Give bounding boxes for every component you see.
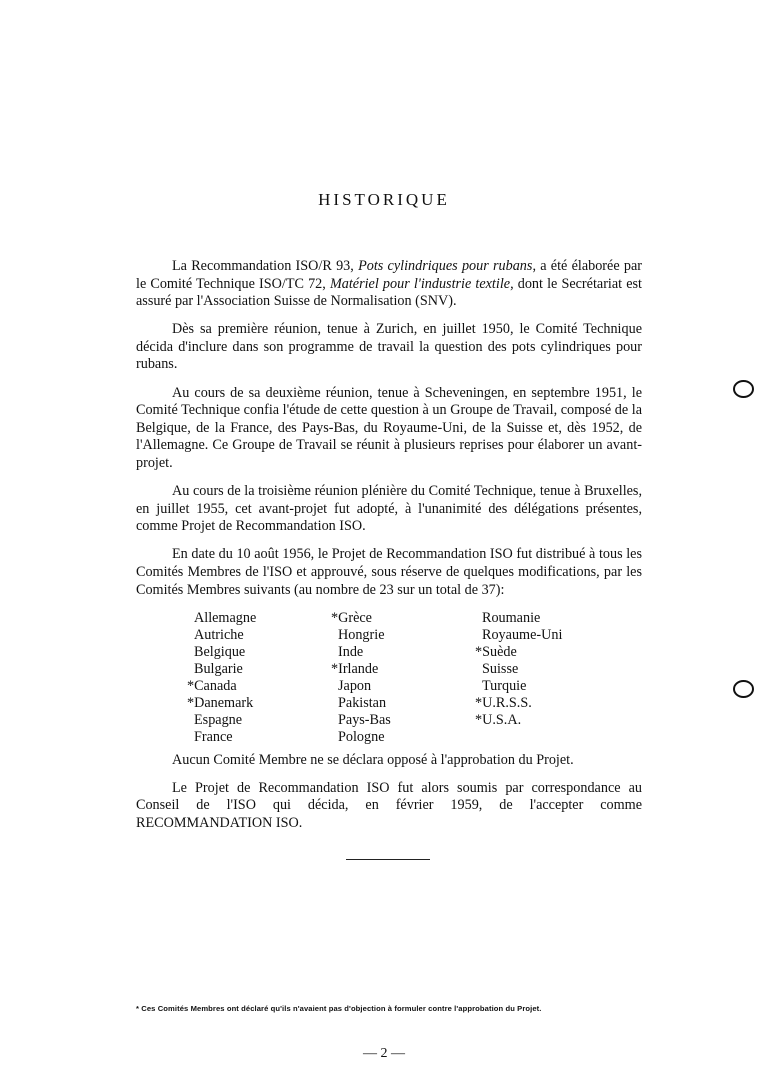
page-title: HISTORIQUE (318, 190, 450, 209)
paragraph-1-italic-committee: Matériel pour l'industrie textile (329, 275, 511, 292)
country-item: Japon (338, 677, 372, 694)
country-item: Autriche (194, 626, 244, 643)
countries-column-1 (187, 609, 338, 746)
country-item: Turquie (482, 677, 527, 694)
country-item: Pologne (338, 728, 385, 745)
punch-hole-circle-icon (733, 380, 754, 398)
paragraph-4: Au cours de la troisième réunion plénière du Comité Technique, tenue à Bruxelles, en juillet 1955, cet avant-projet fut adopté, à l'unanimité des délégations présentes, comme Projet de Recommandation ISO. (136, 483, 642, 535)
country-item: Pakistan (338, 694, 387, 711)
country-item: Allemagne (194, 609, 257, 626)
country-item: Hongrie (338, 626, 385, 643)
country-item: *Danemark (187, 694, 254, 711)
paragraph-1-text-c: , a été élaborée par le Comité Technique ISO/TC 72, (136, 258, 643, 292)
paragraph-1-text-a: La Recommandation ISO/R 93, (172, 258, 359, 274)
paragraph-6: Aucun Comité Membre ne se déclara opposé à l'approbation du Projet. (172, 751, 574, 768)
paragraph-1 (136, 258, 642, 311)
country-item: Royaume-Uni (482, 626, 563, 643)
country-item: Belgique (194, 643, 246, 660)
country-item: *Canada (187, 677, 237, 694)
paragraph-1-text-e: , dont le Secrétariat est assuré par l'Association Suisse de Normalisation (SNV). (136, 275, 642, 310)
paragraph-7: Le Projet de Recommandation ISO fut alors soumis par correspondance au Conseil de l'ISO qui décida, en février 1959, de l'accepter comme RECOMMANDATION ISO. (136, 779, 642, 831)
country-item: Roumanie (482, 609, 541, 626)
footnote: * Ces Comités Membres ont déclaré qu'ils n'avaient pas d'objection à formuler contre l'approbation du Projet. (136, 1004, 542, 1013)
section-divider (346, 859, 430, 860)
paragraph-3: Au cours de sa deuxième réunion, tenue à Scheveningen, en septembre 1951, le Comité Technique confia l'étude de cette question à un Groupe de Travail, composé de la Belgique, de la France, des Pays-Bas, du Royaume-Uni, de la Suisse et, dès 1952, de l'Allemagne. Ce Groupe de Travail se réunit à plusieurs reprises pour élaborer un avant-projet. (136, 384, 642, 471)
paragraph-1-italic-title: Pots cylindriques pour rubans (358, 258, 533, 274)
punch-hole-circle-icon (733, 680, 754, 698)
country-item: *U.S.A. (475, 711, 522, 728)
country-item: France (194, 728, 233, 745)
paragraph-5: En date du 10 août 1956, le Projet de Recommandation ISO fut distribué à tous les Comités Membres de l'ISO et approuvé, sous réserve de quelques modifications, par les Comités Membres suivants (au nombre de 23 sur un total de 37): (136, 546, 642, 598)
country-item: *Suède (475, 643, 517, 660)
country-item: *Grèce (331, 609, 372, 626)
country-item: Inde (338, 643, 364, 660)
country-item: *U.R.S.S. (475, 694, 532, 711)
paragraph-2: Dès sa première réunion, tenue à Zurich, en juillet 1950, le Comité Technique décida d'inclure dans son programme de travail la question des pots cylindriques pour rubans. (136, 321, 642, 373)
country-item: Suisse (482, 660, 519, 677)
country-item: *Irlande (331, 660, 379, 677)
countries-column-3 (475, 609, 626, 746)
country-item: Bulgarie (194, 660, 243, 677)
member-countries-list (187, 609, 642, 746)
country-item: Pays-Bas (338, 711, 391, 728)
page-number: — 2 — (363, 1046, 405, 1061)
body-text (136, 258, 642, 843)
country-item: Espagne (194, 711, 243, 728)
countries-column-2 (331, 609, 482, 746)
